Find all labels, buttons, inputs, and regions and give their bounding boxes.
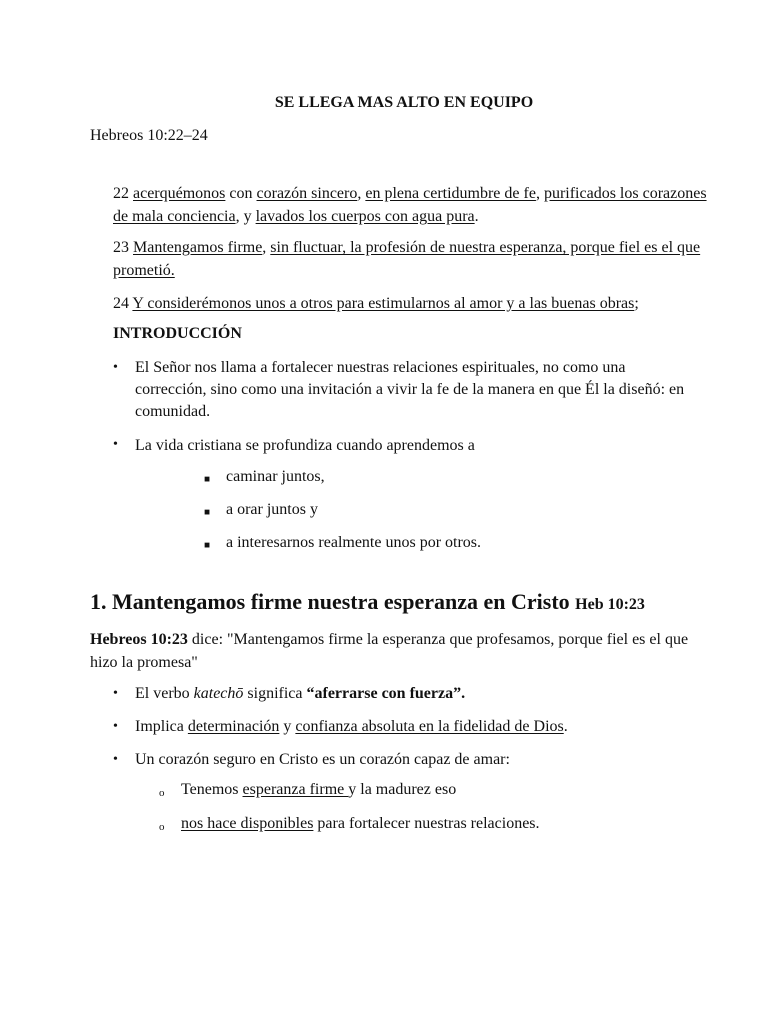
list-item	[135, 683, 695, 705]
square-bullet-icon: ■	[204, 507, 211, 518]
verse-23	[113, 236, 723, 282]
quote-paragraph	[90, 628, 710, 674]
emphasis: “aferrarse con fuerza”.	[306, 685, 466, 702]
verse-phrase: en plena certidumbre de fe	[365, 185, 536, 202]
section-heading-1	[90, 589, 645, 615]
underlined-text: esperanza firme	[242, 781, 349, 798]
sub-list-item	[181, 781, 456, 799]
heading-reference: Heb 10:23	[575, 596, 645, 613]
quote-reference: Hebreos 10:23	[90, 631, 188, 648]
circle-bullet-icon: o	[159, 821, 165, 833]
verse-phrase: purificados los corazones de mala conciencia	[113, 185, 707, 225]
bullet-icon: •	[113, 686, 118, 701]
bullet-icon: •	[113, 437, 118, 452]
square-bullet-icon: ■	[204, 474, 211, 485]
bullet-icon: •	[113, 360, 118, 375]
bullet-icon: •	[113, 752, 118, 767]
sub-list-item: a interesarnos realmente unos por otros.	[226, 534, 482, 551]
quote-text: dice: "Mantengamos firme la esperanza que profesamos, porque fiel es el que hizo la promesa"	[90, 631, 689, 671]
list-item	[135, 716, 695, 738]
verse-text: ;	[634, 295, 639, 312]
verse-phrase: lavados los cuerpos con agua pura	[255, 208, 475, 225]
section-heading-introduction: INTRODUCCIÓN	[113, 325, 242, 342]
verse-phrase: Mantengamos firme	[133, 239, 263, 256]
page-title: SE LLEGA MAS ALTO EN EQUIPO	[274, 94, 534, 111]
list-item: Un corazón seguro en Cristo es un corazón capaz de amar:	[135, 751, 510, 768]
scripture-reference: Hebreos 10:22–24	[90, 127, 208, 144]
heading-text: 1. Mantengamos firme nuestra esperanza en Cristo	[90, 589, 570, 614]
text: .	[563, 718, 568, 735]
text: El verbo	[135, 685, 194, 702]
bullet-icon: •	[113, 719, 118, 734]
verse-number: 22	[113, 185, 129, 202]
verse-number: 23	[113, 239, 129, 256]
square-bullet-icon: ■	[204, 540, 211, 551]
verse-text: ,	[535, 185, 544, 202]
list-item: La vida cristiana se profundiza cuando aprendemos a	[135, 437, 475, 454]
verse-phrase: corazón sincero	[256, 185, 358, 202]
greek-word: katechō	[193, 685, 244, 702]
verse-phrase: Y considerémonos unos a otros para estimularnos al amor y a las buenas obras	[132, 295, 635, 312]
underlined-text: determinación	[187, 718, 280, 735]
sub-list-item: a orar juntos y	[226, 501, 318, 518]
text: y	[279, 718, 296, 735]
verse-22	[113, 182, 723, 228]
verse-text: con	[225, 185, 257, 202]
list-item: El Señor nos llama a fortalecer nuestras relaciones espirituales, no como una corrección, sino como una invitación a vivir la fe de la manera en que Él la diseñó: en comunidad.	[135, 359, 685, 420]
text: para fortalecer nuestras relaciones.	[313, 815, 540, 832]
text: Implica	[135, 718, 188, 735]
verse-text: , y	[235, 208, 256, 225]
sub-list-item: caminar juntos,	[226, 468, 325, 485]
text: y la madurez eso	[348, 781, 457, 798]
verse-text: ,	[262, 239, 271, 256]
circle-bullet-icon: o	[159, 787, 165, 799]
text: significa	[243, 685, 307, 702]
sub-list-item	[181, 815, 540, 833]
underlined-text: confianza absoluta en la fidelidad de Dios	[295, 718, 564, 735]
verse-24	[113, 292, 723, 315]
verse-phrase: sin fluctuar, la profesión de nuestra esperanza, porque fiel es el que prometió.	[113, 239, 701, 279]
underlined-text: nos hace disponibles	[181, 815, 314, 832]
verse-text: ,	[357, 185, 366, 202]
text: Tenemos	[181, 781, 243, 798]
verse-number: 24	[113, 295, 129, 312]
verse-phrase: acerquémonos	[133, 185, 226, 202]
verse-text: .	[474, 208, 479, 225]
